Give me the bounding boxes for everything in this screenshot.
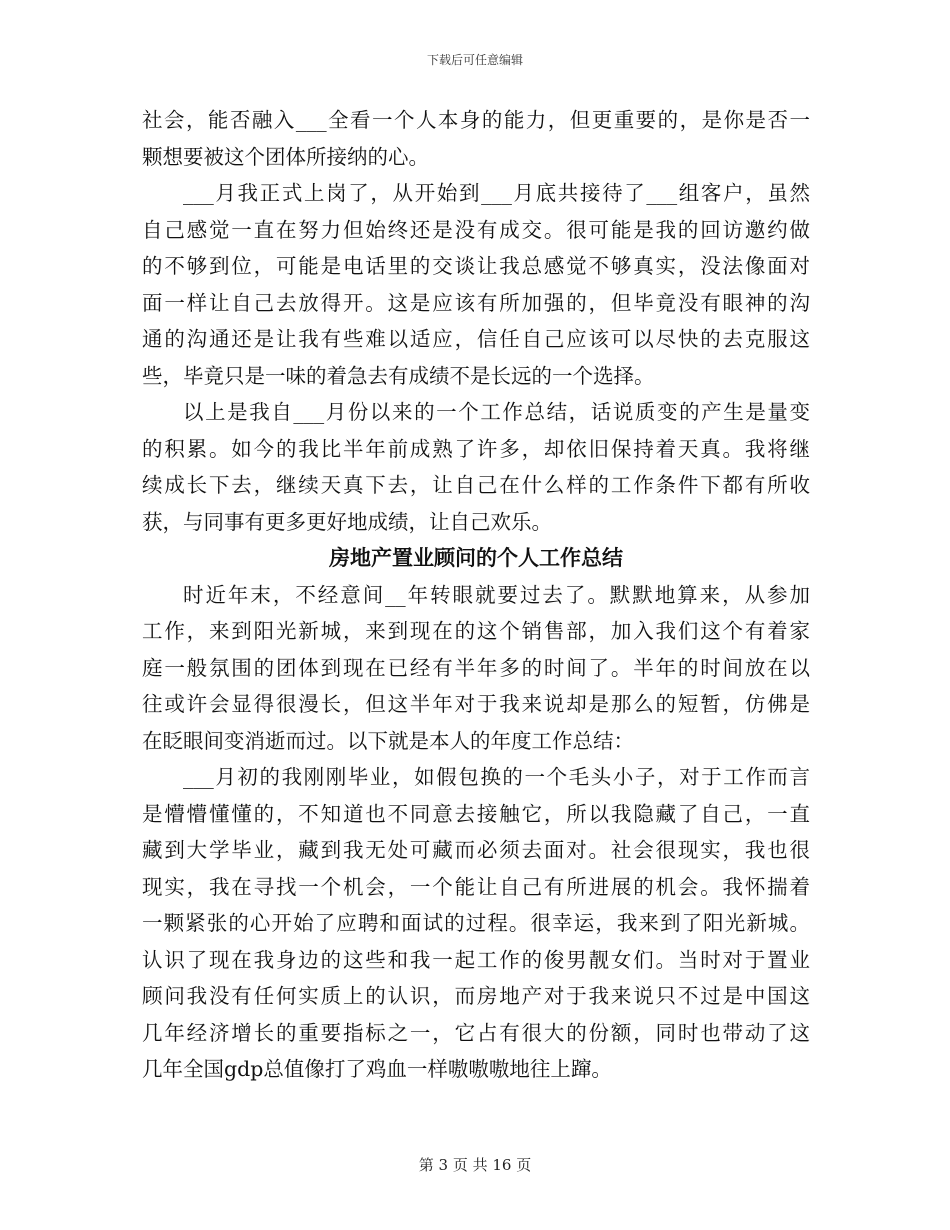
text-line: 些，毕竟只是一味的着急去有成绩不是长远的一个选择。: [142, 363, 655, 388]
text-line: 颗想要被这个团体所接纳的心。: [142, 144, 429, 169]
page-number: 第 3 页 共 16 页: [418, 1156, 532, 1174]
text-line: 面一样让自己去放得开。这是应该有所加强的，但毕竟没有眼神的沟: [142, 290, 810, 315]
paragraph: [142, 175, 810, 394]
text-line: 以上是我自___月份以来的一个工作总结，话说质变的产生是量变: [183, 400, 810, 424]
text-line: 在眨眼间变消逝而过。以下就是本人的年度工作总结：: [142, 728, 634, 753]
text-line: 顾问我没有任何实质上的认识，而房地产对于我来说只不过是中国这: [142, 984, 810, 1008]
text-line: 是懵懵懂懂的，不知道也不同意去接触它，所以我隐藏了自己，一直: [142, 801, 810, 826]
paragraph: [142, 394, 810, 540]
text-line: 获，与同事有更多更好地成绩，让自己欢乐。: [142, 509, 552, 534]
text-line: 的不够到位，可能是电话里的交谈让我总感觉不够真实，没法像面对: [142, 254, 810, 278]
text-line: 现实，我在寻找一个机会，一个能让自己有所进展的机会。我怀揣着: [142, 874, 810, 899]
text-line: 藏到大学毕业，藏到我无处可藏而必须去面对。社会很现实，我也很: [142, 838, 810, 862]
text-line: 通的沟通还是让我有些难以适应，信任自己应该可以尽快的去克服这: [142, 327, 810, 351]
text-line: 往或许会显得很漫长，但这半年对于我来说却是那么的短暂，仿佛是: [142, 692, 810, 716]
paragraph: [142, 759, 810, 1088]
text-line: 几年经济增长的重要指标之一，它占有很大的份额，同时也带动了这: [142, 1020, 810, 1045]
text-line: 续成长下去，继续天真下去，让自己在什么样的工作条件下都有所收: [142, 473, 810, 497]
paragraph: [142, 102, 810, 175]
text-line: 认识了现在我身边的这些和我一起工作的俊男靓女们。当时对于置业: [142, 947, 810, 972]
text-line: 工作，来到阳光新城，来到现在的这个销售部，加入我们这个有着家: [142, 619, 810, 643]
text-line: 庭一般氛围的团体到现在已经有半年多的时间了。半年的时间放在以: [142, 655, 810, 680]
document-body: [142, 102, 810, 1088]
text-line: ___月初的我刚刚毕业，如假包换的一个毛头小子，对于工作而言: [183, 765, 810, 789]
text-line: 自己感觉一直在努力但始终还是没有成交。很可能是我的回访邀约做: [142, 217, 810, 242]
text-line: ___月我正式上岗了，从开始到___月底共接待了___组客户，虽然: [183, 181, 810, 205]
text-line: 时近年末，不经意间__年转眼就要过去了。默默地算来，从参加: [183, 582, 810, 607]
section-title: 房地产置业顾问的个人工作总结: [329, 545, 623, 570]
text-line: 社会，能否融入___全看一个人本身的能力，但更重要的，是你是否一: [142, 108, 810, 132]
text-line: 的积累。如今的我比半年前成熟了许多，却依旧保持着天真。我将继: [142, 436, 810, 461]
text-line: 几年全国gdp总值像打了鸡血一样嗷嗷嗷地往上蹿。: [142, 1057, 612, 1081]
text-line: 一颗紧张的心开始了应聘和面试的过程。很幸运，我来到了阳光新城。: [142, 911, 810, 935]
paragraph: [142, 577, 810, 760]
page-header-note: 下载后可任意编辑: [426, 53, 523, 67]
